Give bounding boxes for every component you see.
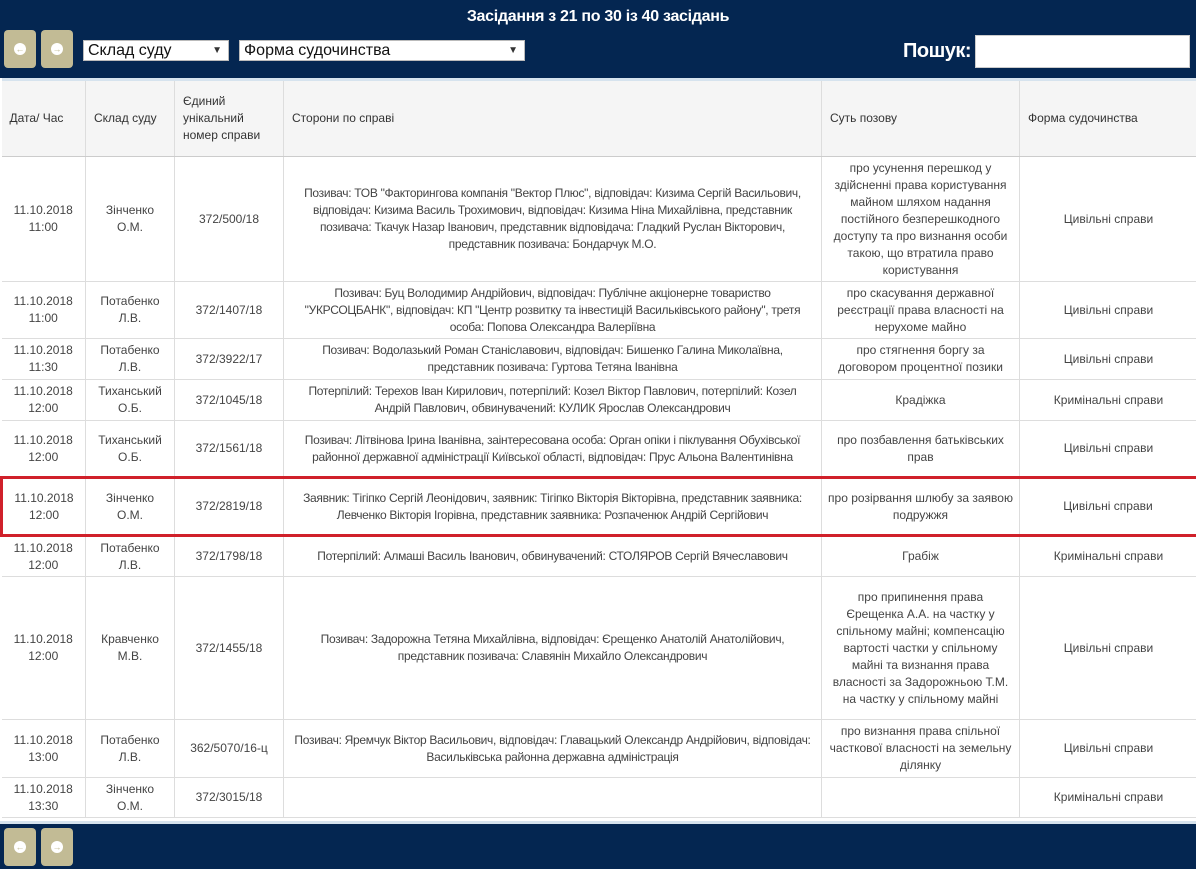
cell-proceedings-form: Цивільні справи [1020,282,1196,339]
cell-case-number: 372/3015/18 [175,778,284,818]
cell-proceedings-form: Цивільні справи [1020,339,1196,380]
cell-subject [822,778,1020,818]
cell-case-number: 372/1455/18 [175,577,284,720]
table-row-highlighted [2,478,1196,536]
arrow-right-circle-icon: → [52,44,62,54]
table-row [2,339,1196,380]
dropdown-arrow-icon: ▼ [508,45,518,56]
cell-proceedings-form: Цивільні справи [1020,720,1196,778]
cell-datetime: 11.10.2018 11:30 [2,339,86,380]
cell-case-number: 372/500/18 [175,157,284,282]
hearings-table-container [0,78,1196,818]
cell-parties: Позивач: ТОВ "Факторингова компанія "Вектор Плюс", відповідач: Кизима Сергій Васильович, відповідач: Кизима Василь Трохимович, відповідач: Кизима Ніна Михайлівна, представник позивача: Ткачук Назар Іванович, представник відповідача: Гладкий Руслан Вікторович, представник позивача: Бондарчук М.О. [284,157,822,282]
cell-judge: Потабенко Л.В. [86,720,175,778]
cell-case-number: 362/5070/16-ц [175,720,284,778]
cell-parties: Позивач: Буц Володимир Андрійович, відповідач: Публічне акціонерне товариство "УКРСОЦБАНК", відповідач: КП "Центр розвитку та інвестицій Васильківського району", третя особа: Попова Олександра Валеріївна [284,282,822,339]
table-row [2,282,1196,339]
proceedings-form-select[interactable] [239,40,525,61]
cell-subject: про стягнення боргу за договором процентної позики [822,339,1020,380]
cell-proceedings-form: Цивільні справи [1020,577,1196,720]
cell-case-number: 372/1407/18 [175,282,284,339]
table-row [2,536,1196,577]
cell-case-number: 372/3922/17 [175,339,284,380]
cell-datetime: 11.10.2018 11:00 [2,157,86,282]
table-row [2,577,1196,720]
arrow-left-circle-icon: ← [15,842,25,852]
cell-judge: Зінченко О.М. [86,478,175,536]
cell-subject: про визнання права спільної часткової власності на земельну ділянку [822,720,1020,778]
cell-subject: про позбавлення батьківських прав [822,421,1020,478]
cell-case-number: 372/1798/18 [175,536,284,577]
table-row [2,157,1196,282]
arrow-left-circle-icon: ← [15,44,25,54]
cell-judge: Тиханський О.Б. [86,421,175,478]
court-composition-select[interactable] [83,40,229,61]
table-row [2,778,1196,818]
cell-judge: Кравченко М.В. [86,577,175,720]
cell-subject: про розірвання шлюбу за заявою подружжя [822,478,1020,536]
column-header-case-number[interactable]: Єдиний унікальний номер справи [175,80,284,157]
top-toolbar [0,0,1196,78]
search-input[interactable] [975,35,1190,68]
cell-judge: Зінченко О.М. [86,778,175,818]
cell-proceedings-form: Цивільні справи [1020,421,1196,478]
column-header-subject[interactable]: Суть позову [822,80,1020,157]
cell-judge: Зінченко О.М. [86,157,175,282]
cell-datetime: 11.10.2018 12:00 [2,421,86,478]
search-label: Пошук: [903,40,972,62]
cell-subject: про припинення права Єрещенка А.А. на частку у спільному майні; компенсацію вартості частки у спільному майні та визнання права власності за Задорожньою Т.М. на частку у спільному майні [822,577,1020,720]
table-row [2,720,1196,778]
cell-case-number: 372/1561/18 [175,421,284,478]
column-header-judge[interactable]: Склад суду [86,80,175,157]
cell-subject: Грабіж [822,536,1020,577]
column-header-datetime[interactable]: Дата/ Час [2,80,86,157]
cell-parties: Позивач: Водолазький Роман Станіславович, відповідач: Бишенко Галина Миколаївна, представник позивача: Гуртова Тетяна Іванівна [284,339,822,380]
cell-datetime: 11.10.2018 12:00 [2,380,86,421]
cell-proceedings-form: Цивільні справи [1020,157,1196,282]
cell-parties: Потерпілий: Терехов Іван Кирилович, потерпілий: Козел Віктор Павлович, потерпілий: Козел Андрій Павлович, обвинувачений: КУЛИК Ярослав Олександрович [284,380,822,421]
cell-parties: Позивач: Літвінова Ірина Іванівна, заінтересована особа: Орган опіки і піклування Обухівської районної державної адміністрації Київської області, відповідач: Прус Альона Валентинівна [284,421,822,478]
cell-proceedings-form: Кримінальні справи [1020,778,1196,818]
cell-parties: Потерпілий: Алмаші Василь Іванович, обвинувачений: СТОЛЯРОВ Сергій Вячеславович [284,536,822,577]
cell-judge: Потабенко Л.В. [86,536,175,577]
column-header-proceedings-form[interactable]: Форма судочинства [1020,80,1196,157]
cell-parties [284,778,822,818]
cell-subject: про усунення перешкод у здійсненні права користування майном шляхом надання постійного безперешкодного доступу та про визнання особи такою, що втратила право користування [822,157,1020,282]
court-composition-value: Склад суду [88,42,172,59]
cell-datetime: 11.10.2018 13:30 [2,778,86,818]
cell-subject: Крадіжка [822,380,1020,421]
cell-datetime: 11.10.2018 11:00 [2,282,86,339]
prev-page-button-bottom[interactable] [4,828,36,866]
cell-proceedings-form: Кримінальні справи [1020,536,1196,577]
arrow-right-circle-icon: → [52,842,62,852]
table-header-row [2,80,1196,157]
prev-page-button[interactable] [4,30,36,68]
cell-judge: Потабенко Л.В. [86,339,175,380]
cell-proceedings-form: Кримінальні справи [1020,380,1196,421]
pagination-title: Засідання з 21 по 30 із 40 засідань [466,8,730,25]
cell-judge: Потабенко Л.В. [86,282,175,339]
bottom-toolbar [0,821,1196,869]
cell-case-number: 372/1045/18 [175,380,284,421]
cell-proceedings-form: Цивільні справи [1020,478,1196,536]
cell-datetime: 11.10.2018 12:00 [2,536,86,577]
cell-judge: Тиханський О.Б. [86,380,175,421]
dropdown-arrow-icon: ▼ [212,45,222,56]
cell-datetime: 11.10.2018 12:00 [2,577,86,720]
cell-datetime: 11.10.2018 13:00 [2,720,86,778]
table-row [2,421,1196,478]
proceedings-form-value: Форма судочинства [244,42,391,59]
column-header-parties[interactable]: Сторони по справі [284,80,822,157]
hearings-table [0,78,1196,818]
next-page-button-bottom[interactable] [41,828,73,866]
cell-subject: про скасування державної реєстрації права власності на нерухоме майно [822,282,1020,339]
cell-parties: Позивач: Яремчук Віктор Васильович, відповідач: Главацький Олександр Андрійович, відповідач: Васильківська районна державна адміністрація [284,720,822,778]
cell-parties: Заявник: Тігіпко Сергій Леонідович, заявник: Тігіпко Вікторія Вікторівна, представник заявника: Левченко Вікторія Ігорівна, представник заявника: Розпаченюк Андрій Сергійович [284,478,822,536]
cell-case-number: 372/2819/18 [175,478,284,536]
cell-datetime: 11.10.2018 12:00 [2,478,86,536]
table-row [2,380,1196,421]
next-page-button[interactable] [41,30,73,68]
cell-parties: Позивач: Задорожна Тетяна Михайлівна, відповідач: Єрещенко Анатолій Анатолійович, представник позивача: Славянін Михайло Олександрович [284,577,822,720]
